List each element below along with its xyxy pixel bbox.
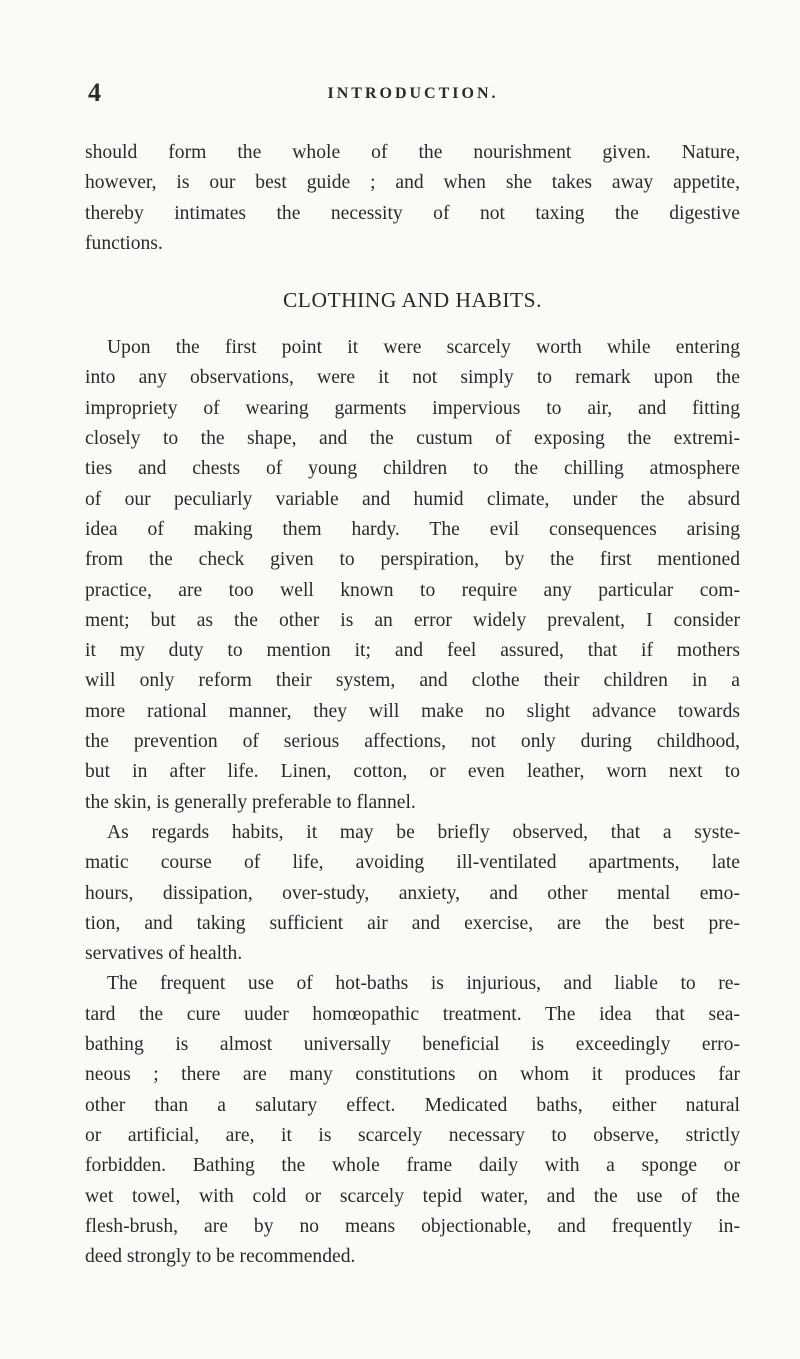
text-line: more rational manner, they will make no slight advance towards [85,700,740,722]
text-line: or artificial, are, it is scarcely necessary to observe, strictly [85,1124,740,1146]
text-line: from the check given to perspiration, by the first mentioned [85,549,740,571]
text-line: tion, and taking sufficient air and exercise, are the best pre- [85,912,740,934]
paragraph-habits [85,818,740,969]
paragraph-clothing [85,333,740,818]
text-line: As regards habits, it may be briefly observed, that a syste- [107,821,740,843]
text-line: into any observations, were it not simply to remark upon the [85,367,740,389]
text-line: The frequent use of hot-baths is injurious, and liable to re- [107,973,740,995]
text-line: of our peculiarly variable and humid climate, under the absurd [85,488,740,510]
page-header [88,78,738,108]
text-line: but in after life. Linen, cotton, or even leather, worn next to [85,761,740,783]
text-line: ties and chests of young children to the chilling atmosphere [85,458,740,480]
text-line: closely to the shape, and the custum of exposing the extremi- [85,428,740,450]
text-line: idea of making them hardy. The evil consequences arising [85,518,740,540]
text-line: the skin, is generally preferable to flannel. [85,791,416,813]
running-head: INTRODUCTION. [327,85,499,102]
text-line: ment; but as the other is an error widely prevalent, I consider [85,609,740,631]
text-line: it my duty to mention it; and feel assured, that if mothers [85,640,740,662]
text-line: functions. [85,232,163,254]
text-line: forbidden. Bathing the whole frame daily with a sponge or [85,1155,740,1177]
text-line: practice, are too well known to require any particular com- [85,579,740,601]
text-line: neous ; there are many constitutions on whom it produces far [85,1064,740,1086]
text-line: should form the whole of the nourishment given. Nature, [85,142,740,163]
text-line: Upon the first point it were scarcely worth while entering [107,337,740,359]
text-line: deed strongly to be recommended. [85,1246,356,1268]
text-line: matic course of life, avoiding ill-ventilated apartments, late [85,852,740,874]
text-line: bathing is almost universally beneficial is exceedingly erro- [85,1034,740,1056]
text-line: will only reform their system, and clothe their children in a [85,670,740,692]
text-line: other than a salutary effect. Medicated baths, either natural [85,1094,740,1116]
intro-paragraph [85,138,740,259]
text-line: flesh-brush, are by no means objectionable, and frequently in- [85,1215,740,1237]
section-heading: CLOTHING AND HABITS. [282,288,543,313]
page-number: 4 [88,78,101,107]
text-line: however, is our best guide ; and when she takes away appetite, [85,172,740,194]
text-line: servatives of health. [85,943,243,965]
text-line: wet towel, with cold or scarcely tepid water, and the use of the [85,1185,740,1207]
body-text [85,138,740,1272]
paragraph-baths [85,969,740,1272]
text-line: tard the cure uuder homœopathic treatment. The idea that sea- [85,1003,740,1025]
text-line: thereby intimates the necessity of not taxing the digestive [85,202,740,224]
text-line: hours, dissipation, over-study, anxiety, and other mental emo- [85,882,740,904]
text-line: impropriety of wearing garments impervious to air, and fitting [85,397,740,419]
text-line: the prevention of serious affections, not only during childhood, [85,731,740,753]
